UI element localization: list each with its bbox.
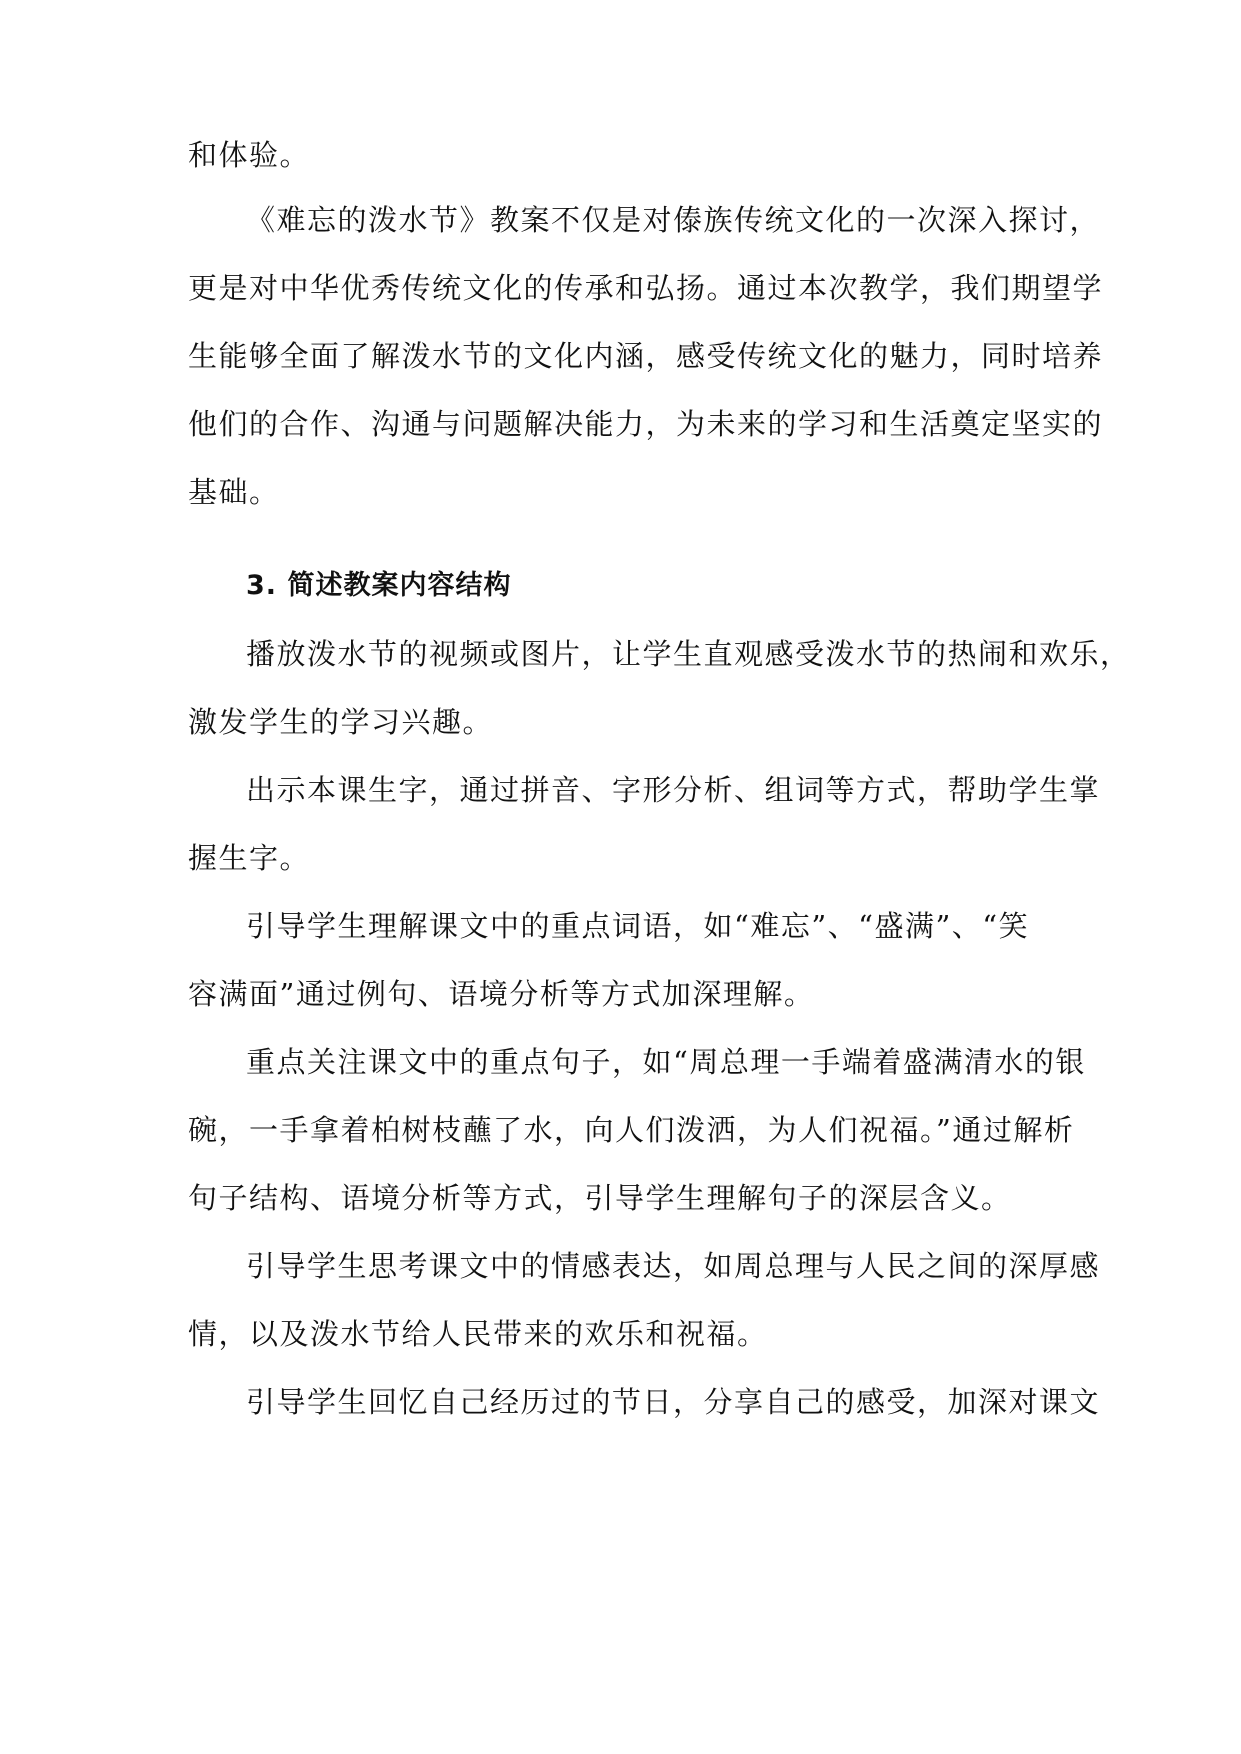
paragraph-line: 引导学生回忆自己经历过的节日，分享自己的感受，加深对课文: [246, 1385, 1101, 1419]
paragraph-line: 句子结构、语境分析等方式，引导学生理解句子的深层含义。: [188, 1181, 1012, 1215]
paragraph-line: 重点关注课文中的重点句子，如“周总理一手端着盛满清水的银: [246, 1045, 1086, 1079]
paragraph-line: 情，以及泼水节给人民带来的欢乐和祝福。: [188, 1317, 768, 1351]
paragraph-line: 容满面”通过例句、语境分析等方式加深理解。: [188, 977, 815, 1011]
paragraph-line: 握生字。: [188, 841, 311, 875]
paragraph-line: 《难忘的泼水节》教案不仅是对傣族传统文化的一次深入探讨，: [246, 203, 1101, 237]
paragraph-line: 播放泼水节的视频或图片，让学生直观感受泼水节的热闹和欢乐，: [246, 637, 1131, 671]
paragraph-line: 碗，一手拿着柏树枝蘸了水，向人们泼洒，为人们祝福。”通过解析: [188, 1113, 1075, 1147]
paragraph-line: 出示本课生字，通过拼音、字形分析、组词等方式，帮助学生掌: [246, 773, 1101, 807]
paragraph-line: 和体验。: [188, 138, 311, 172]
paragraph-line: 他们的合作、沟通与问题解决能力，为未来的学习和生活奠定坚实的: [188, 407, 1104, 441]
paragraph-line: 引导学生思考课文中的情感表达，如周总理与人民之间的深厚感: [246, 1249, 1101, 1283]
paragraph-line: 更是对中华优秀传统文化的传承和弘扬。通过本次教学，我们期望学: [188, 271, 1104, 305]
paragraph-line: 生能够全面了解泼水节的文化内涵，感受传统文化的魅力，同时培养: [188, 339, 1104, 373]
section-heading: 3. 简述教案内容结构: [246, 570, 512, 601]
paragraph-line: 引导学生理解课文中的重点词语，如“难忘”、“盛满”、“笑: [246, 909, 1030, 943]
paragraph-line: 激发学生的学习兴趣。: [188, 705, 494, 739]
paragraph-line: 基础。: [188, 475, 280, 509]
